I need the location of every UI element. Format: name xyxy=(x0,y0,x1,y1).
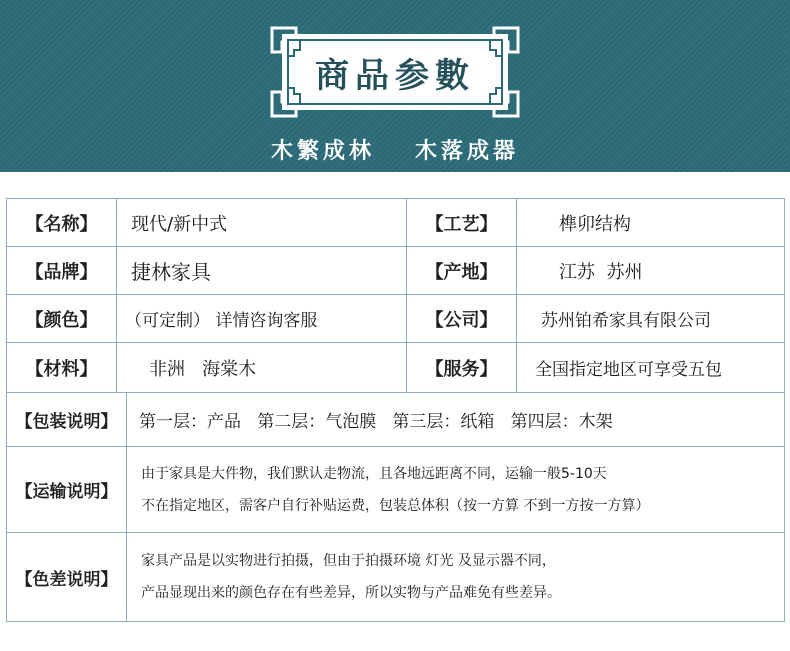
craft-value: 榫卯结构 xyxy=(517,198,785,246)
service-label: 【服务】 xyxy=(407,342,517,392)
slogan-right: 木落成器 xyxy=(415,138,520,164)
material-value: 非洲 海棠木 xyxy=(117,342,407,392)
name-value: 现代/新中式 xyxy=(117,198,407,246)
brand-label: 【品牌】 xyxy=(7,246,117,294)
color-label: 【颜色】 xyxy=(7,294,117,342)
table-row xyxy=(6,446,785,532)
title-frame xyxy=(270,26,520,118)
color-value: （可定制） 详情咨询客服 xyxy=(117,294,407,342)
colordiff-label: 【色差说明】 xyxy=(7,532,127,621)
origin-label: 【产地】 xyxy=(407,246,517,294)
company-label: 【公司】 xyxy=(407,294,517,342)
table-row xyxy=(6,392,785,446)
material-label: 【材料】 xyxy=(7,342,117,392)
shipping-label: 【运输说明】 xyxy=(7,446,127,532)
packing-value: 第一层：产品 第二层：气泡膜 第三层：纸箱 第四层：木架 xyxy=(127,392,785,446)
shipping-line: 不在指定地区，需客户自行补贴运费，包装总体积（按一方算 不到一方按一方算） xyxy=(141,497,650,514)
service-value: 全国指定地区可享受五包 xyxy=(517,342,785,392)
table-row xyxy=(6,342,785,392)
slogan-left: 木繁成林 xyxy=(270,138,375,164)
packing-label: 【包装说明】 xyxy=(7,392,127,446)
origin-value: 江苏 苏州 xyxy=(517,246,785,294)
craft-label: 【工艺】 xyxy=(407,198,517,246)
page-title: 商品参數 xyxy=(315,56,475,96)
brand-value: 捷林家具 xyxy=(117,246,407,294)
company-value: 苏州铂希家具有限公司 xyxy=(517,294,785,342)
header-banner xyxy=(0,0,790,172)
name-label: 【名称】 xyxy=(7,198,117,246)
table-bottom-border xyxy=(6,621,785,622)
table-row xyxy=(6,198,785,246)
colordiff-line: 家具产品是以实物进行拍摄，但由于拍摄环境 灯光 及显示器不同， xyxy=(141,553,556,569)
shipping-notes xyxy=(127,446,785,532)
slogan xyxy=(0,134,790,165)
table-row xyxy=(6,246,785,294)
colordiff-line: 产品显现出来的颜色存在有些差异，所以实物与产品难免有些差异。 xyxy=(141,585,561,601)
shipping-line: 由于家具是大件物，我们默认走物流，且各地远距离不同，运输一般5-10天 xyxy=(141,465,607,482)
table-row xyxy=(6,532,785,621)
table-row xyxy=(6,294,785,342)
colordiff-notes xyxy=(127,532,785,621)
